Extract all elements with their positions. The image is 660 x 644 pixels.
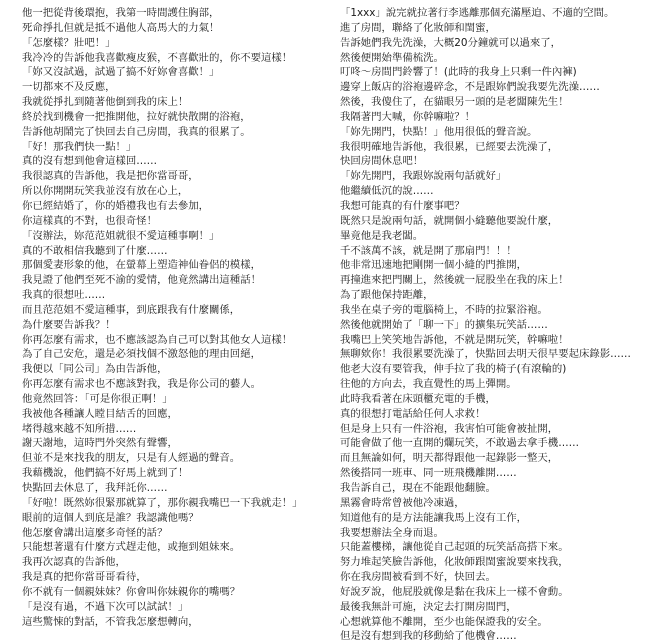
text-line: 我嘴巴上笑笑地告訴他，不就是開玩笑，幹嘛啦！ — [340, 333, 569, 346]
text-line: 我冷冷的告訴他我喜歡瘦皮猴，不喜歡壯的，你不要這樣！ — [22, 51, 293, 64]
text-line: 所以你開開玩笑我並沒有放在心上， — [22, 185, 189, 198]
text-line: 但是身上只有一件浴袍，我害怕可能會被扯開， — [340, 422, 559, 435]
text-line: 我想可能真的有什麼事吧？ — [340, 199, 465, 212]
text-line: 他一把從背後環抱，我第一時間護住胸部， — [22, 7, 220, 19]
text-line: 你再怎麼有需求，也不應該認為自己可以對其他女人這樣！ — [22, 333, 293, 346]
text-line: 我藉機說，他們搞不好馬上就到了！ — [22, 467, 189, 480]
text-line: 叮咚～房間門鈴響了！(此時的我身上只剩一件內褲) — [340, 66, 577, 79]
text-line: 謝天謝地，這時門外突然有聲響， — [22, 437, 178, 450]
text-line: 無聊欸你！我很累要洗澡了，快點回去明天很早要起床錄影…… — [340, 348, 631, 361]
text-line: 再撞進來把門關上，然後就一屁股坐在我的床上！ — [340, 274, 569, 287]
text-line: 千不該萬不該，就是開了那扇門！！！ — [340, 244, 517, 257]
text-line: 「沒辦法，妳范范姐就很不愛這種事啊！」 — [22, 229, 220, 242]
text-line: 「1xxx」說完就拉著行李逃離那個充滿壓迫、不適的空間。 — [340, 7, 615, 19]
text-line: 最後我無計可施，決定去打開房間門， — [340, 600, 517, 613]
text-line: 快回房間休息吧！ — [340, 155, 424, 168]
text-line: 我被他各種讓人瞠目結舌的回應， — [22, 407, 178, 420]
text-line: 我要想辦法全身而退。 — [340, 526, 444, 539]
text-line: 好說歹說，他屁股就像是黏在我床上一樣不會動。 — [340, 585, 569, 598]
text-line: 我再次認真的告訴他， — [22, 556, 126, 569]
text-line: 我是真的把你當哥哥看待， — [22, 571, 147, 584]
text-line: 「好啦！既然妳很緊那就算了，那你親我嘴巴一下我就走！」 — [22, 496, 303, 509]
left-text-column — [22, 6, 322, 629]
text-line: 告訴她們我先洗澡，大概20分鐘就可以過來了， — [340, 36, 562, 49]
text-line: 你已經結婚了，你的婚禮我也有去參加， — [22, 199, 210, 212]
text-line: 為了跟他保持距離， — [340, 289, 434, 302]
text-line: 我告訴自己，現在不能跟他翻臉。 — [340, 482, 496, 494]
text-line: 為了自己安危，還是必須找個不激怒他的理由回絕， — [22, 348, 261, 361]
text-line: 真的不敢相信我聽到了什麼…… — [22, 244, 168, 257]
text-line: 終於找到機會一把推開他，拉好就快散開的浴袍， — [22, 110, 251, 123]
text-line: 既然只是說兩句話，就開個小縫聽他要說什麼， — [340, 214, 559, 227]
text-line: 他怎麼會講出這麼多奇怪的話？ — [22, 526, 168, 539]
text-line: 邊穿上飯店的浴袍邊碎念，不是跟妳們說我要先洗澡…… — [340, 81, 600, 94]
text-line: 但並不是來找我的朋友，只是有人經過的聲音。 — [22, 452, 241, 465]
text-line: 我很明確地告訴他，我很累，已經要去洗澡了， — [340, 140, 559, 153]
text-line: 然後，我傻住了，在貓眼另一頭的是老闆陳先生！ — [340, 96, 569, 109]
text-line: 然後搭同一班車、同一班飛機離開…… — [340, 467, 517, 480]
text-line: 「妳先開門，我跟妳說兩句話就好」 — [340, 170, 507, 183]
text-line: 真的沒有想到他會這樣回…… — [22, 155, 158, 168]
text-line: 我就從掙扎到隨著他倒到我的床上！ — [22, 96, 189, 109]
text-line: 你不就有一個親妹妹？你會叫你妹親你的嘴嗎？ — [22, 585, 241, 598]
text-line: 一切都來不及反應， — [22, 81, 116, 94]
text-line: 可能會做了他一直開的爛玩笑，不敢過去拿手機…… — [340, 437, 579, 450]
text-line: 你這樣真的不對，也很奇怪！ — [22, 214, 158, 227]
text-line: 我便以「同公司」為由告訴他， — [22, 363, 168, 376]
text-line: 然後便開始準備梳洗。 — [340, 51, 444, 64]
text-line: 「妳先開門，快點！」他用很低的聲音說。 — [340, 125, 538, 138]
text-line: 死命掙扎但就是抵不過他人高馬大的力氣！ — [22, 21, 220, 34]
text-line: 然後他就開始了「聊一下」的擴集玩笑話…… — [340, 318, 548, 331]
text-line: 他竟然回答：「可是你很正啊！」 — [22, 392, 173, 405]
text-line: 而且無論如何，明天都得跟他一起錄影一整天， — [340, 452, 559, 465]
text-line: 只能蓋樓梯，讓他從自己起頭的玩笑話高搭下來。 — [340, 541, 569, 554]
text-line: 往他的方向去，我直覺性的馬上彈開。 — [340, 378, 517, 391]
text-line: 只能想著還有什麼方式趕走他，或拖到姐妹來。 — [22, 541, 241, 554]
text-line: 他老大沒有要管我，伸手拉了我的椅子(有滾輪的) — [340, 363, 567, 376]
text-line: 努力堆起笑臉告訴他，化妝師跟閨蜜說要來找我， — [340, 556, 569, 569]
text-line: 真的很想打電話給任何人求救！ — [340, 407, 486, 420]
text-line: 我坐在桌子旁的電腦椅上，不時的拉緊浴袍。 — [340, 303, 548, 316]
text-line: 你在我房間被看到不好，快回去。 — [340, 571, 496, 584]
text-line: 快點回去休息了，我拜託你…… — [22, 482, 168, 494]
text-line: 堵得越來越不知所措…… — [22, 422, 137, 435]
text-line: 我真的很想吐…… — [22, 289, 106, 302]
text-line: 「好！那我們快一點！」 — [22, 140, 137, 153]
text-line: 心想就算他不離開，至少也能保證我的安全。 — [340, 615, 548, 628]
text-line: 這些驚悚的對話，不管我怎麼想轉向， — [22, 615, 199, 628]
text-line: 而且范范姐不愛這種事，到底跟我有什麼關係， — [22, 303, 241, 316]
text-line: 但是沒有想到我的移動給了他機會…… — [340, 630, 517, 643]
text-line: 「怎麼樣？壯吧！」 — [22, 36, 116, 49]
text-line: 為什麼要告訴我？！ — [22, 318, 116, 331]
text-line: 告訴他胡鬧完了快回去自己房間，我真的很累了。 — [22, 125, 251, 138]
text-line: 我隔著門大喊，你幹嘛啦？！ — [340, 110, 476, 123]
text-line: 知道他有的是方法能讓我馬上沒有工作， — [340, 511, 528, 524]
text-line: 黑霧會時常曾被他冷凍過， — [340, 496, 465, 509]
text-line: 那個愛妻形象的他，在螢幕上塑造神仙眷侶的模樣， — [22, 259, 261, 272]
text-line: 他繼續低沉的說…… — [340, 185, 434, 198]
text-line: 你再怎麼有需求也不應該對我，我是你公司的藝人。 — [22, 378, 261, 391]
text-line: 我見證了他們至死不渝的愛情，他竟然講出這種話！ — [22, 274, 261, 287]
text-line: 我很認真的告訴他，我是把你當哥哥， — [22, 170, 199, 183]
text-line: 畢竟他是我老闆。 — [340, 229, 424, 242]
text-line: 他非常迅速地把剛開一個小縫的門推開， — [340, 259, 528, 272]
text-line: 「是沒有過，不過下次可以試試！」 — [22, 600, 189, 613]
right-text-column — [340, 6, 654, 644]
text-line: 此時我看著在床頭櫃充電的手機， — [340, 392, 496, 405]
text-line: 進了房間，聯絡了化妝師和閨蜜， — [340, 21, 496, 34]
text-line: 眼前的這個人到底是誰？我認識他嗎？ — [22, 511, 199, 524]
text-line: 「妳又沒試過，試過了搞不好妳會喜歡！」 — [22, 66, 220, 79]
